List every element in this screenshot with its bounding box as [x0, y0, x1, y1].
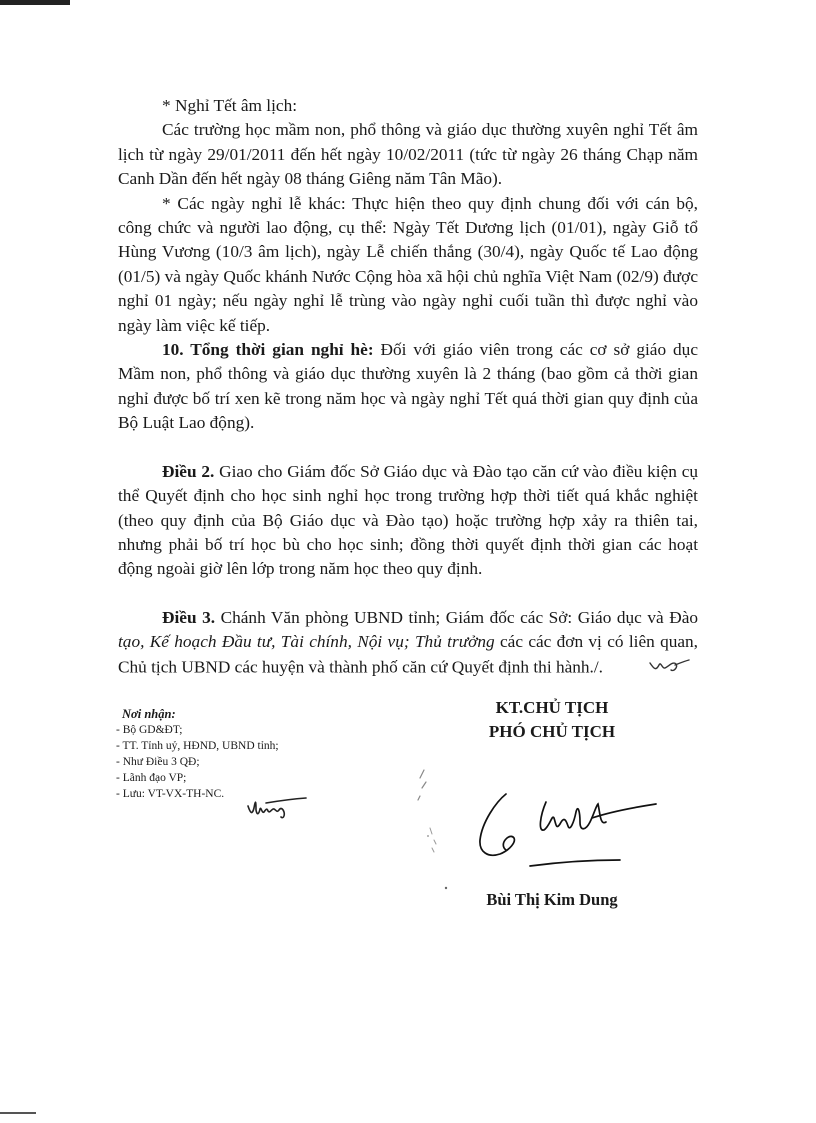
recipients-list — [116, 706, 279, 802]
paragraph-tet-heading: * Nghỉ Tết âm lịch: — [162, 96, 298, 115]
paragraph-tet-dates: Các trường học mầm non, phổ thông và giáo dục thường xuyên nghỉ Tết âm lịch từ ngày 29/01/2011 đến hết ngày 10/02/2011 (tức từ ngày 26 tháng Chạp năm Canh Dần đến hết ngày 08 tháng Giêng năm Tân Mão). — [118, 120, 698, 189]
signer-title-block — [462, 696, 642, 744]
paragraph-summer-break — [118, 338, 698, 436]
article-3-text-c: các các đơn vị có liên quan, Chủ tịch UBND các huyện và thành phố căn cứ Quyết định thi hành./. — [118, 632, 698, 677]
article-3 — [118, 606, 698, 682]
faded-stamp-traces — [398, 748, 458, 903]
signer-title-line2: PHÓ CHỦ TỊCH — [488, 722, 616, 741]
article-3-text-a: Chánh Văn phòng UBND tỉnh; Giám đốc các Sở: Giáo dục và Đào — [215, 607, 699, 627]
article-3-heading: Điều 3. — [162, 607, 216, 627]
vice-chair-signature — [470, 782, 660, 887]
recipient-item: - Lưu: VT-VX-TH-NC. — [116, 788, 225, 800]
article-2-heading: Điều 2. — [162, 461, 215, 481]
recipient-item: - Bộ GD&ĐT; — [116, 724, 183, 736]
paragraph-other-holidays: * Các ngày nghỉ lễ khác: Thực hiện theo quy định chung đối với cán bộ, công chức và người lao động, cụ thể: Ngày Tết Dương lịch (01/01), ngày Giỗ tổ Hùng Vương (10/3 âm lịch), ngày Lễ chiến thắng (30/4), ngày Quốc tế Lao động (01/5) và ngày Quốc khánh Nước Cộng hòa xã hội chủ nghĩa Việt Nam (02/9) được nghỉ 01 ngày; nếu ngày nghỉ lễ trùng vào ngày nghỉ cuối tuần thì được nghỉ vào ngày làm việc kế tiếp. — [118, 193, 698, 335]
article-3-text-italic: tạo, Kế hoạch Đầu tư, Tài chính, Nội vụ; Thủ trưởng — [118, 632, 495, 652]
article-2-text: Giao cho Giám đốc Sở Giáo dục và Đào tạo căn cứ vào điều kiện cụ thể Quyết định cho học sinh nghỉ học trong trường hợp thời tiết quá khắc nghiệt (theo quy định của Bộ Giáo dục và Đào tạo) hoặc trường hợp xảy ra thiên tai, nhưng phải bố trí học bù cho học sinh; đồng thời quyết định thời gian các hoạt động ngoài giờ lên lớp trong năm học theo quy định. — [118, 461, 699, 579]
recipient-item: - Lãnh đạo VP; — [116, 772, 187, 784]
signer-title-line1: KT.CHỦ TỊCH — [495, 698, 609, 717]
item-10-text: Đối với giáo viên trong các cơ sở giáo dục Mầm non, phổ thông và giáo dục thường xuyên là 2 tháng (bao gồm cả thời gian nghỉ được bố trí xen kẽ trong năm học và ngày nghỉ Tết quá thời gian quy định của Bộ Luật Lao động). — [118, 340, 698, 433]
document-body — [118, 94, 698, 682]
handwritten-initial-mark — [603, 655, 691, 682]
scan-edge-mark — [0, 0, 70, 5]
scan-edge-mark — [0, 1112, 36, 1114]
recipient-item: - Như Điều 3 QĐ; — [116, 756, 200, 768]
recipients-title: Nơi nhận: — [122, 707, 176, 721]
article-2 — [118, 460, 698, 582]
clerk-handwritten-initial — [246, 794, 308, 827]
recipient-item: - TT. Tỉnh uỷ, HĐND, UBND tỉnh; — [116, 740, 279, 752]
signer-name: Bùi Thị Kim Dung — [486, 890, 618, 909]
item-10-heading: 10. Tổng thời gian nghỉ hè: — [162, 340, 374, 360]
